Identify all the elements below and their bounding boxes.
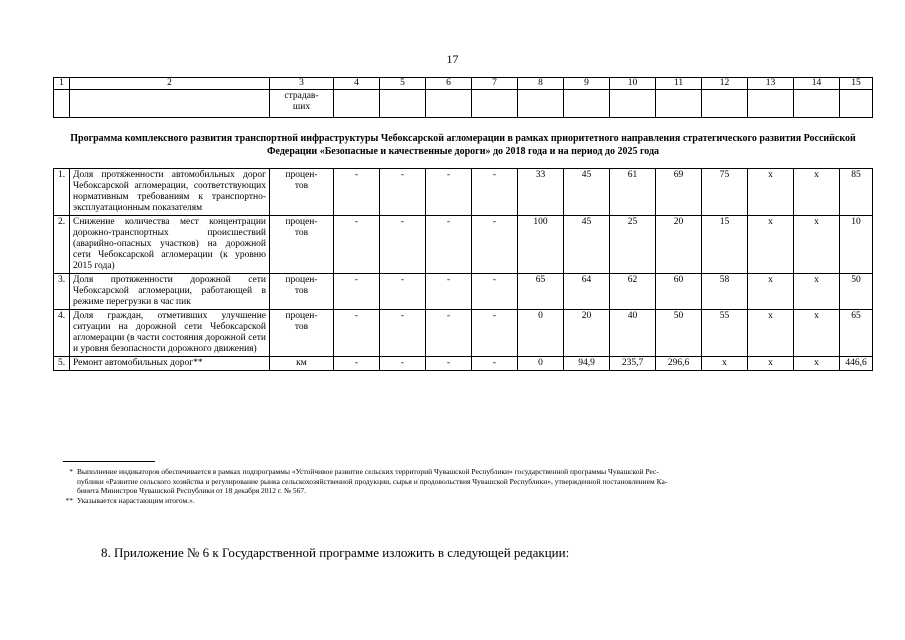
value-cell: 85 <box>840 169 873 216</box>
indicator-name: Доля протяженности дорожной сети Чебоксарской агломерации, работающей в режиме перегрузки в час пик <box>70 274 270 310</box>
footnotes <box>63 467 868 505</box>
value-cell: 20 <box>656 216 702 274</box>
col-header: 8 <box>518 78 564 90</box>
page-number: 17 <box>446 52 459 66</box>
col-header: 1 <box>54 78 70 90</box>
footnote-mark: ** <box>65 495 73 505</box>
value-cell: x <box>748 216 794 274</box>
value-cell: 235,7 <box>610 357 656 371</box>
value-cell: - <box>380 274 426 310</box>
value-cell: - <box>380 169 426 216</box>
column-number-row <box>54 78 873 90</box>
col-header: 7 <box>472 78 518 90</box>
value-cell: 61 <box>610 169 656 216</box>
table-row <box>54 357 873 371</box>
section-title: Программа комплексного развития транспортной инфраструктуры Чебоксарской агломерации в рамках приоритетного направления стратегического развития Российской Федерации «Безопасные и качественные дороги» до 2018 года и на период до 2025 года <box>70 133 856 157</box>
empty-cell <box>472 90 518 118</box>
value-cell: x <box>794 169 840 216</box>
table-row <box>54 310 873 357</box>
value-cell: 69 <box>656 169 702 216</box>
value-cell: 446,6 <box>840 357 873 371</box>
value-cell: 58 <box>702 274 748 310</box>
row-number: 5. <box>54 357 70 371</box>
footnote-1-line-2 <box>63 477 868 487</box>
value-cell: 45 <box>564 216 610 274</box>
value-cell: - <box>472 274 518 310</box>
table-row <box>54 169 873 216</box>
value-cell: 25 <box>610 216 656 274</box>
section-row <box>54 118 873 169</box>
footnote-1-line-3 <box>63 486 868 496</box>
value-cell: - <box>334 310 380 357</box>
value-cell: - <box>426 274 472 310</box>
value-cell: 75 <box>702 169 748 216</box>
value-cell: - <box>426 310 472 357</box>
closing-paragraph: 8. Приложение № 6 к Государственной программе изложить в следующей редакции: <box>101 545 570 560</box>
footnote-text: бинета Министров Чувашской Республики от 18 декабря 2012 г. № 567. <box>77 486 307 496</box>
value-cell: x <box>748 357 794 371</box>
footnote-text: Указывается нарастающим итогом.». <box>77 495 195 505</box>
col-header: 12 <box>702 78 748 90</box>
col-header: 6 <box>426 78 472 90</box>
value-cell: - <box>472 216 518 274</box>
col-header: 3 <box>270 78 334 90</box>
indicator-name: Доля граждан, отметивших улучшение ситуации на дорожной сети Чебоксарской агломерации (в части состояния дорожной сети и уровня безопасности дорожного движения) <box>70 310 270 357</box>
value-cell: 0 <box>518 357 564 371</box>
value-cell: 10 <box>840 216 873 274</box>
value-cell: 50 <box>656 310 702 357</box>
value-cell: 15 <box>702 216 748 274</box>
empty-cell <box>54 90 70 118</box>
unit-cell: процен- тов <box>270 216 334 274</box>
col-header: 11 <box>656 78 702 90</box>
row-number: 2. <box>54 216 70 274</box>
value-cell: - <box>380 216 426 274</box>
unit-cell: процен- тов <box>270 310 334 357</box>
value-cell: - <box>334 216 380 274</box>
row-number: 4. <box>54 310 70 357</box>
value-cell: 65 <box>518 274 564 310</box>
value-cell: 20 <box>564 310 610 357</box>
value-cell: x <box>794 310 840 357</box>
value-cell: - <box>380 310 426 357</box>
col-header: 5 <box>380 78 426 90</box>
value-cell: - <box>380 357 426 371</box>
empty-cell <box>334 90 380 118</box>
empty-cell <box>518 90 564 118</box>
empty-cell <box>426 90 472 118</box>
empty-cell <box>702 90 748 118</box>
value-cell: 64 <box>564 274 610 310</box>
value-cell: x <box>748 310 794 357</box>
value-cell: x <box>702 357 748 371</box>
unit-cell: процен- тов <box>270 274 334 310</box>
value-cell: 55 <box>702 310 748 357</box>
value-cell: - <box>472 357 518 371</box>
row-number: 3. <box>54 274 70 310</box>
col-header: 15 <box>840 78 873 90</box>
col-header: 9 <box>564 78 610 90</box>
empty-cell <box>610 90 656 118</box>
value-cell: 33 <box>518 169 564 216</box>
empty-cell <box>564 90 610 118</box>
empty-cell <box>70 90 270 118</box>
value-cell: x <box>794 357 840 371</box>
value-cell: 60 <box>656 274 702 310</box>
value-cell: 100 <box>518 216 564 274</box>
indicators-table <box>53 77 873 371</box>
value-cell: - <box>472 169 518 216</box>
value-cell: 62 <box>610 274 656 310</box>
footnote-2 <box>63 496 868 506</box>
empty-cell <box>380 90 426 118</box>
value-cell: 0 <box>518 310 564 357</box>
section-title-cell <box>54 118 873 169</box>
col-header: 13 <box>748 78 794 90</box>
footnote-rule <box>63 461 155 462</box>
value-cell: 65 <box>840 310 873 357</box>
value-cell: 296,6 <box>656 357 702 371</box>
indicator-name: Доля протяженности автомобильных дорог Чебоксарской агломерации, соответствующих нормативным требованиям к транспортно-эксплуатационным показателям <box>70 169 270 216</box>
empty-cell <box>794 90 840 118</box>
value-cell: 50 <box>840 274 873 310</box>
col-header: 14 <box>794 78 840 90</box>
empty-cell <box>656 90 702 118</box>
footnote-text: публики «Развитие сельского хозяйства и регулирование рынка сельскохозяйственной продукции, сырья и продовольствия Чувашской Республики», утвержденной постановлением Ка- <box>77 476 668 486</box>
value-cell: - <box>426 357 472 371</box>
value-cell: - <box>334 357 380 371</box>
value-cell: x <box>794 216 840 274</box>
value-cell: 94,9 <box>564 357 610 371</box>
footnote-mark: * <box>69 467 73 476</box>
unit-cell: км <box>270 357 334 371</box>
continuation-row <box>54 90 873 118</box>
table-body <box>54 169 873 371</box>
empty-cell <box>748 90 794 118</box>
value-cell: 45 <box>564 169 610 216</box>
footnote-1 <box>63 467 868 477</box>
indicator-name: Ремонт автомобильных дорог** <box>70 357 270 371</box>
col-header: 2 <box>70 78 270 90</box>
value-cell: - <box>334 169 380 216</box>
indicator-name: Снижение количества мест концентрации дорожно-транспортных происшествий (аварийно-опасных участков) на дорожной сети Чебоксарской агломерации (к уровню 2015 года) <box>70 216 270 274</box>
footnote-text: Выполнение индикаторов обеспечивается в рамках подпрограммы «Устойчивое развитие сельских территорий Чувашской Республики» государственной программы Чувашской Рес- <box>77 467 659 476</box>
unit-cell: страдав- ших <box>270 90 334 118</box>
col-header: 4 <box>334 78 380 90</box>
value-cell: - <box>426 169 472 216</box>
unit-cell: процен- тов <box>270 169 334 216</box>
table-row <box>54 274 873 310</box>
value-cell: - <box>426 216 472 274</box>
table-row <box>54 216 873 274</box>
col-header: 10 <box>610 78 656 90</box>
value-cell: x <box>794 274 840 310</box>
value-cell: - <box>472 310 518 357</box>
value-cell: 40 <box>610 310 656 357</box>
value-cell: x <box>748 169 794 216</box>
row-number: 1. <box>54 169 70 216</box>
value-cell: - <box>334 274 380 310</box>
value-cell: x <box>748 274 794 310</box>
empty-cell <box>840 90 873 118</box>
